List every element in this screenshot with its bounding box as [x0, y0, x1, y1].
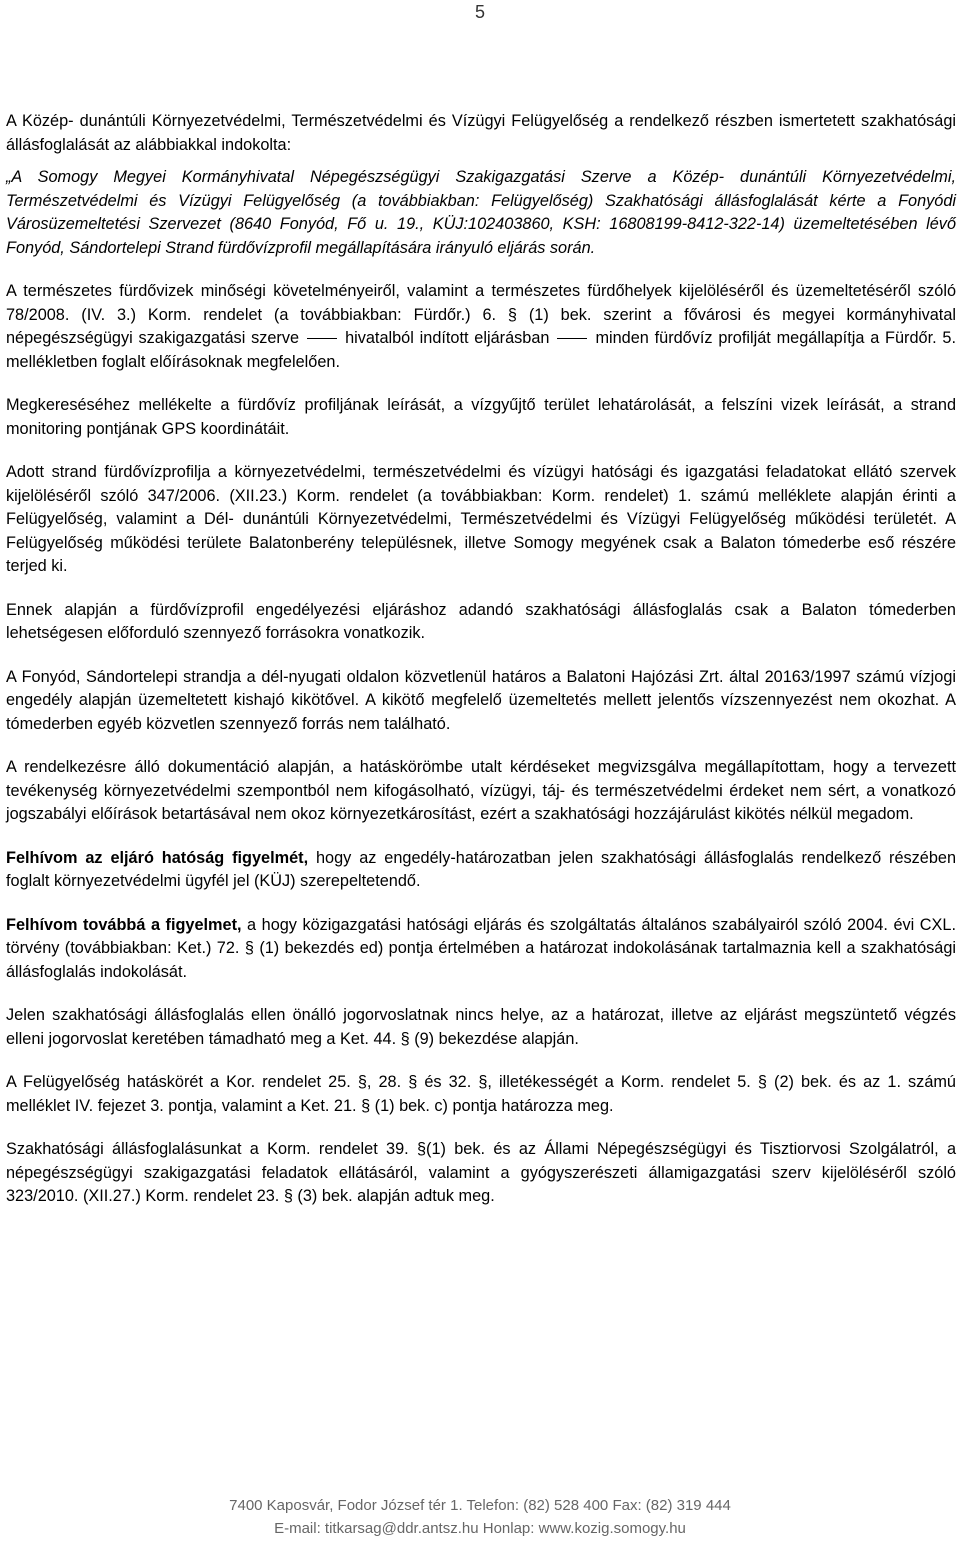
paragraph-legal-basis: Szakhatósági állásfoglalásunkat a Korm. rendelet 39. §(1) bek. és az Állami Népegészségügyi és Tisztiorvosi Szolgálatról, a népegészségügyi szakigazgatási feladatok ellátásáról, valamint a gyógyszerészeti államigazgatási szerv kijelöléséről szóló 323/2010. (XII.27.) Korm. rendelet 23. § (3) bek. alapján adtuk meg. [6, 1140, 956, 1205]
paragraph-regulation-part-a: A természetes fürdővizek minőségi követelményeiről, valamint a természetes fürdőhelyek kijelöléséről és üzemeltetéséről szóló 78/2008. (IV. 3.) Korm. rendelet (a továbbiakban: Fürdőr.) 6. § (1) bek. szerint a fővárosi és megyei kormányhivatal népegészségügyi szakigazgatási szerve [6, 282, 956, 347]
paragraph-harbor: A Fonyód, Sándortelepi strandja a dél-nyugati oldalon közvetlenül határos a Balatoni Hajózási Zrt. által 20163/1997 számú vízjogi engedély alapján üzemeltetett kishajó kikötővel. A kikötő megfelelő üzemeltetés mellett jelentős vízszennyezést nem okozhat. A tómederben egyéb közvetlen szennyező forrás nem található. [6, 667, 956, 733]
notice-1-heading: Felhívom az eljáró hatóság figyelmét, [6, 848, 309, 867]
notice-2-text: a hogy közigazgatási hatósági eljárás és szolgáltatás általános szabályairól szóló 2004. évi CXL. törvény (továbbiakban: Ket.) 72. § (1) bekezdés ed) pontja értelmében a határozat indokolásának tartalmaznia kell a szakhatósági állásfoglalás indokolását. [6, 915, 956, 981]
footer-contact: E-mail: titkarsag@ddr.antsz.hu Honlap: www.kozig.somogy.hu [274, 1520, 686, 1537]
paragraph-profile-scope: Adott strand fürdővízprofilja a környezetvédelmi, természetvédelmi és vízügyi hatósági és igazgatási feladatokat ellátó szervek kijelöléséről szóló 347/2006. (XII.23.) Korm. rendelet (a továbbiakban: Korm. rendelet) 1. számú melléklete alapján érinti a Felügyelőség, valamint a Dél- dunántúli Környezetvédelmi, Természetvédelmi és Vízügyi Felügyelőség működési területét. A Felügyelőség működési területe Balatonberény településnek, illetve Somogy megyének csak a Balaton tómederbe eső részére terjed ki. [6, 463, 956, 575]
document-body [6, 110, 956, 1229]
paragraph-basis: Ennek alapján a fürdővízprofil engedélyezési eljáráshoz adandó szakhatósági állásfoglalás csak a Balaton tómederben lehetségesen előforduló szennyező forrásokra vonatkozik. [6, 600, 956, 642]
paragraph-intro: A Közép- dunántúli Környezetvédelmi, Természetvédelmi és Vízügyi Felügyelőség a rendelkező részben ismertetett szakhatósági állásfoglalását az alábbiakkal indokolta: [6, 112, 956, 154]
paragraph-request: „A Somogy Megyei Kormányhivatal Népegészségügyi Szakigazgatási Szerve a Közép- dunántúli Környezetvédelmi, Természetvédelmi és Vízügyi Felügyelőség (a továbbiakban: Felügyelőség) Szakhatósági állásfoglalását kérte a Fonyódi Városüzemeltetési Szervezet (8640 Fonyód, Fő u. 19., KÜJ:102403860, KSH: 16808199-8412-322-14) üzemeltetésében lévő Fonyód, Sándortelepi Strand fürdővízprofil megállapítására irányuló eljárás során. [6, 168, 956, 257]
dash-separator [557, 338, 587, 339]
paragraph-regulation-part-b: hivatalból indított eljárásban [345, 329, 550, 347]
page-number: 5 [474, 2, 485, 22]
paragraph-notice-1 [6, 847, 956, 894]
page-footer [0, 1494, 960, 1540]
paragraph-jurisdiction: A Felügyelőség hatáskörét a Kor. rendelet 25. §, 28. § és 32. §, illetékességét a Korm. rendelet 5. § (2) bek. és az 1. számú melléklet IV. fejezet 3. pontja, valamint a Ket. 21. § (1) bek. c) pontja határozza meg. [6, 1073, 956, 1115]
paragraph-attachments: Megkereséséhez mellékelte a fürdővíz profiljának leírását, a vízgyűjtő terület lehatárolását, a felszíni vizek leírását, a strand monitoring pontjának GPS koordinátáit. [6, 396, 956, 438]
paragraph-findings: A rendelkezésre álló dokumentáció alapján, a hatáskörömbe utalt kérdéseket megvizsgálva megállapítottam, hogy a tervezett tevékenység környezetvédelmi szempontból nem kifogásolható, vízügyi, táj- és természetvédelmi érdeket nem sért, a vonatkozó jogszabályi előírások betartásával nem okoz környezetkárosítást, ezért a szakhatósági hozzájárulást kikötés nélkül megadom. [6, 758, 956, 823]
notice-1-text: hogy az engedély-határozatban jelen szakhatósági állásfoglalás rendelkező részében foglalt környezetvédelmi ügyfél jel (KÜJ) szerepeltetendő. [6, 848, 956, 890]
paragraph-regulation [6, 280, 956, 374]
notice-2-heading: Felhívom továbbá a figyelmet, [6, 915, 242, 934]
paragraph-appeal: Jelen szakhatósági állásfoglalás ellen önálló jogorvoslatnak nincs helye, az a határozat, illetve az eljárást megszüntető végzés elleni jogorvoslat keretében támadható meg a Ket. 44. § (9) bekezdése alapján. [6, 1006, 956, 1048]
paragraph-notice-2 [6, 914, 956, 985]
footer-address: 7400 Kaposvár, Fodor József tér 1. Telefon: (82) 528 400 Fax: (82) 319 444 [229, 1497, 731, 1514]
paragraph-regulation-part-c: minden fürdővíz profilját megállapítja a Fürdőr. 5. mellékletben foglalt előírásoknak megfelelően. [6, 329, 956, 371]
dash-separator [307, 338, 337, 339]
